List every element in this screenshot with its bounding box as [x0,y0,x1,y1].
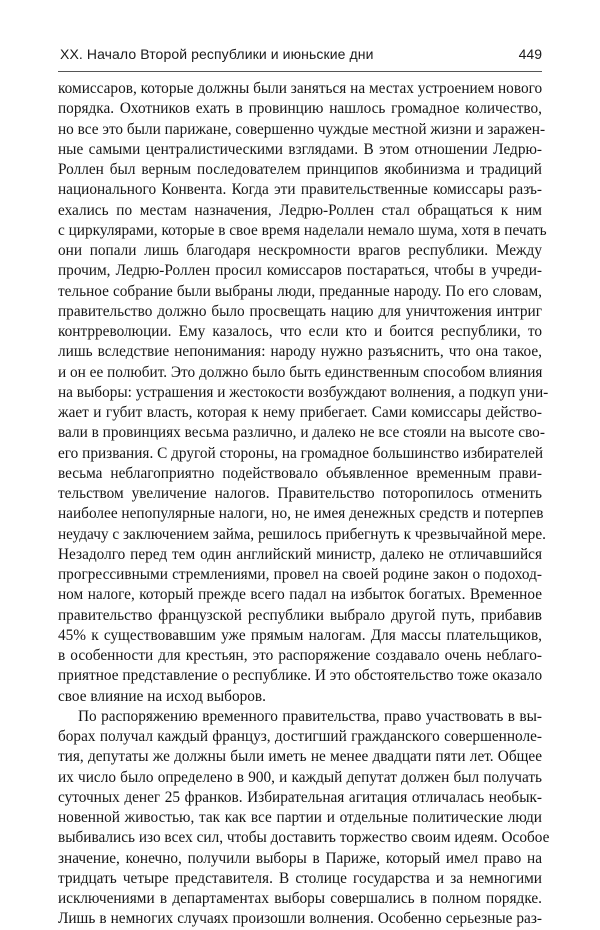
text-line: Незадолго перед тем один английский министр, далеко не отличавшийся [58,545,542,563]
text-line: суточных денег 25 франков. Избирательная агитация отличалась необык- [58,788,542,806]
text-line: прочим, Ледрю-Роллен просил комиссаров постараться, чтобы в учреди- [58,262,542,280]
text-line: тридцать четыре представителя. В столице государства и за немногими [58,869,542,887]
text-line: ные самыми централистическими взглядами. В этом отношении Ледрю- [58,140,542,158]
text-line: они попали лишь благодаря нескромности врагов республики. Между [58,242,542,259]
text-line: комиссаров, которые должны были заняться на местах устроением нового [58,80,543,97]
text-line: приятное представление о республике. И это обстоятельство тоже оказало [58,667,543,685]
paragraph [58,707,550,930]
text-line: тельное собрание были выбраны люди, преданные народу. По его словам, [58,282,542,300]
text-line: исключениями в департаментах выборы совершались в полном порядке. [58,890,542,907]
text-line: новенной живостью, так как все партии и отдельные политические люди [58,809,542,826]
text-line: лишь вследствие непонимания: народу нужно разъяснить, что она такое, [58,343,542,361]
text-line: правительство французской республики выбрало другой путь, прибавив [58,606,542,624]
chapter-title: XX. Начало Второй республики и июньские дни [60,46,374,62]
text-line: значение, конечно, получили выборы в Париже, который имел право на [58,849,542,867]
text-line: их число было определено в 900, и каждый депутат должен был получать [58,768,542,786]
text-line: на выборы: устрашения и жестокости возбуждают волнения, а подкуп уни- [58,383,549,401]
text-line: и он ее полюбит. Это должно было быть единственным способом влияния [58,363,543,381]
text-line: ном налоге, который прежде всего падал на избыток богатых. Временное [58,586,542,604]
page-number: 449 [518,46,542,62]
text-line: тия, депутаты же должны были иметь не менее двадцати пяти лет. Общее [58,748,542,766]
text-line: его призвания. С другой стороны, на громадное большинство избирателей [58,444,544,462]
text-line: наиболее непопулярные налоги, но, не имея денежных средств и потерпев [58,505,544,523]
text-line: с циркулярами, которые в свое время наделали немало шума, хотя в печать [58,221,547,239]
text-line: выбивались изо всех сил, чтобы доставить торжество своим идеям. Особое [58,829,550,847]
text-line: в особенности для крестьян, это распоряжение создавало очень неблаго- [58,647,542,664]
text-line: свое влияние на исход выборов. [58,687,266,705]
text-line: ехались по местам назначения, Ледрю-Роллен стал обращаться к ним [58,201,542,219]
text-line: но все это были парижане, совершенно чуждые местной жизни и заражен- [58,120,546,138]
text-line: борах получал каждый француз, достигший гражданского совершенноле- [58,728,542,745]
text-line: Роллен был верным последователем принципов якобинизма и традиций [58,161,542,178]
text-line: 45% к существовавшим уже прямым налогам. Для массы плательщиков, [58,626,542,644]
text-line: правительство должно было просвещать нацию для уничтожения интриг [58,302,542,320]
text-line: жает и губит власть, которая к нему прибегает. Сами комиссары действо- [58,404,542,421]
text-line: национального Конвента. Когда эти правительственные комиссары разъ- [58,181,542,199]
paragraph [58,79,549,707]
text-line: вали в провинциях весьма различно, и далеко не все стояли на высоте сво- [58,424,545,442]
running-header [60,46,542,66]
text-line: контрреволюции. Ему казалось, что если кто и боится республики, то [58,323,542,340]
text-line: весьма неблагоприятно подействовало объявленное временным прави- [58,464,542,482]
text-line: Лишь в немногих случаях произошли волнения. Особенно серьезные раз- [58,910,542,928]
text-line: тельством увеличение налогов. Правительство поторопилось отменить [58,485,542,502]
text-line: По распоряжению временного правительства, право участвовать в вы- [78,707,542,725]
text-line: порядка. Охотников ехать в провинцию нашлось громадное количество, [58,100,542,118]
text-line: неудачу с заключением займа, решилось прибегнуть к чрезвычайной мере. [58,525,546,543]
body-text [58,79,550,930]
header-rule [58,71,542,72]
text-line: прогрессивными стремлениями, провел на своей родине закон о подоход- [58,566,542,583]
